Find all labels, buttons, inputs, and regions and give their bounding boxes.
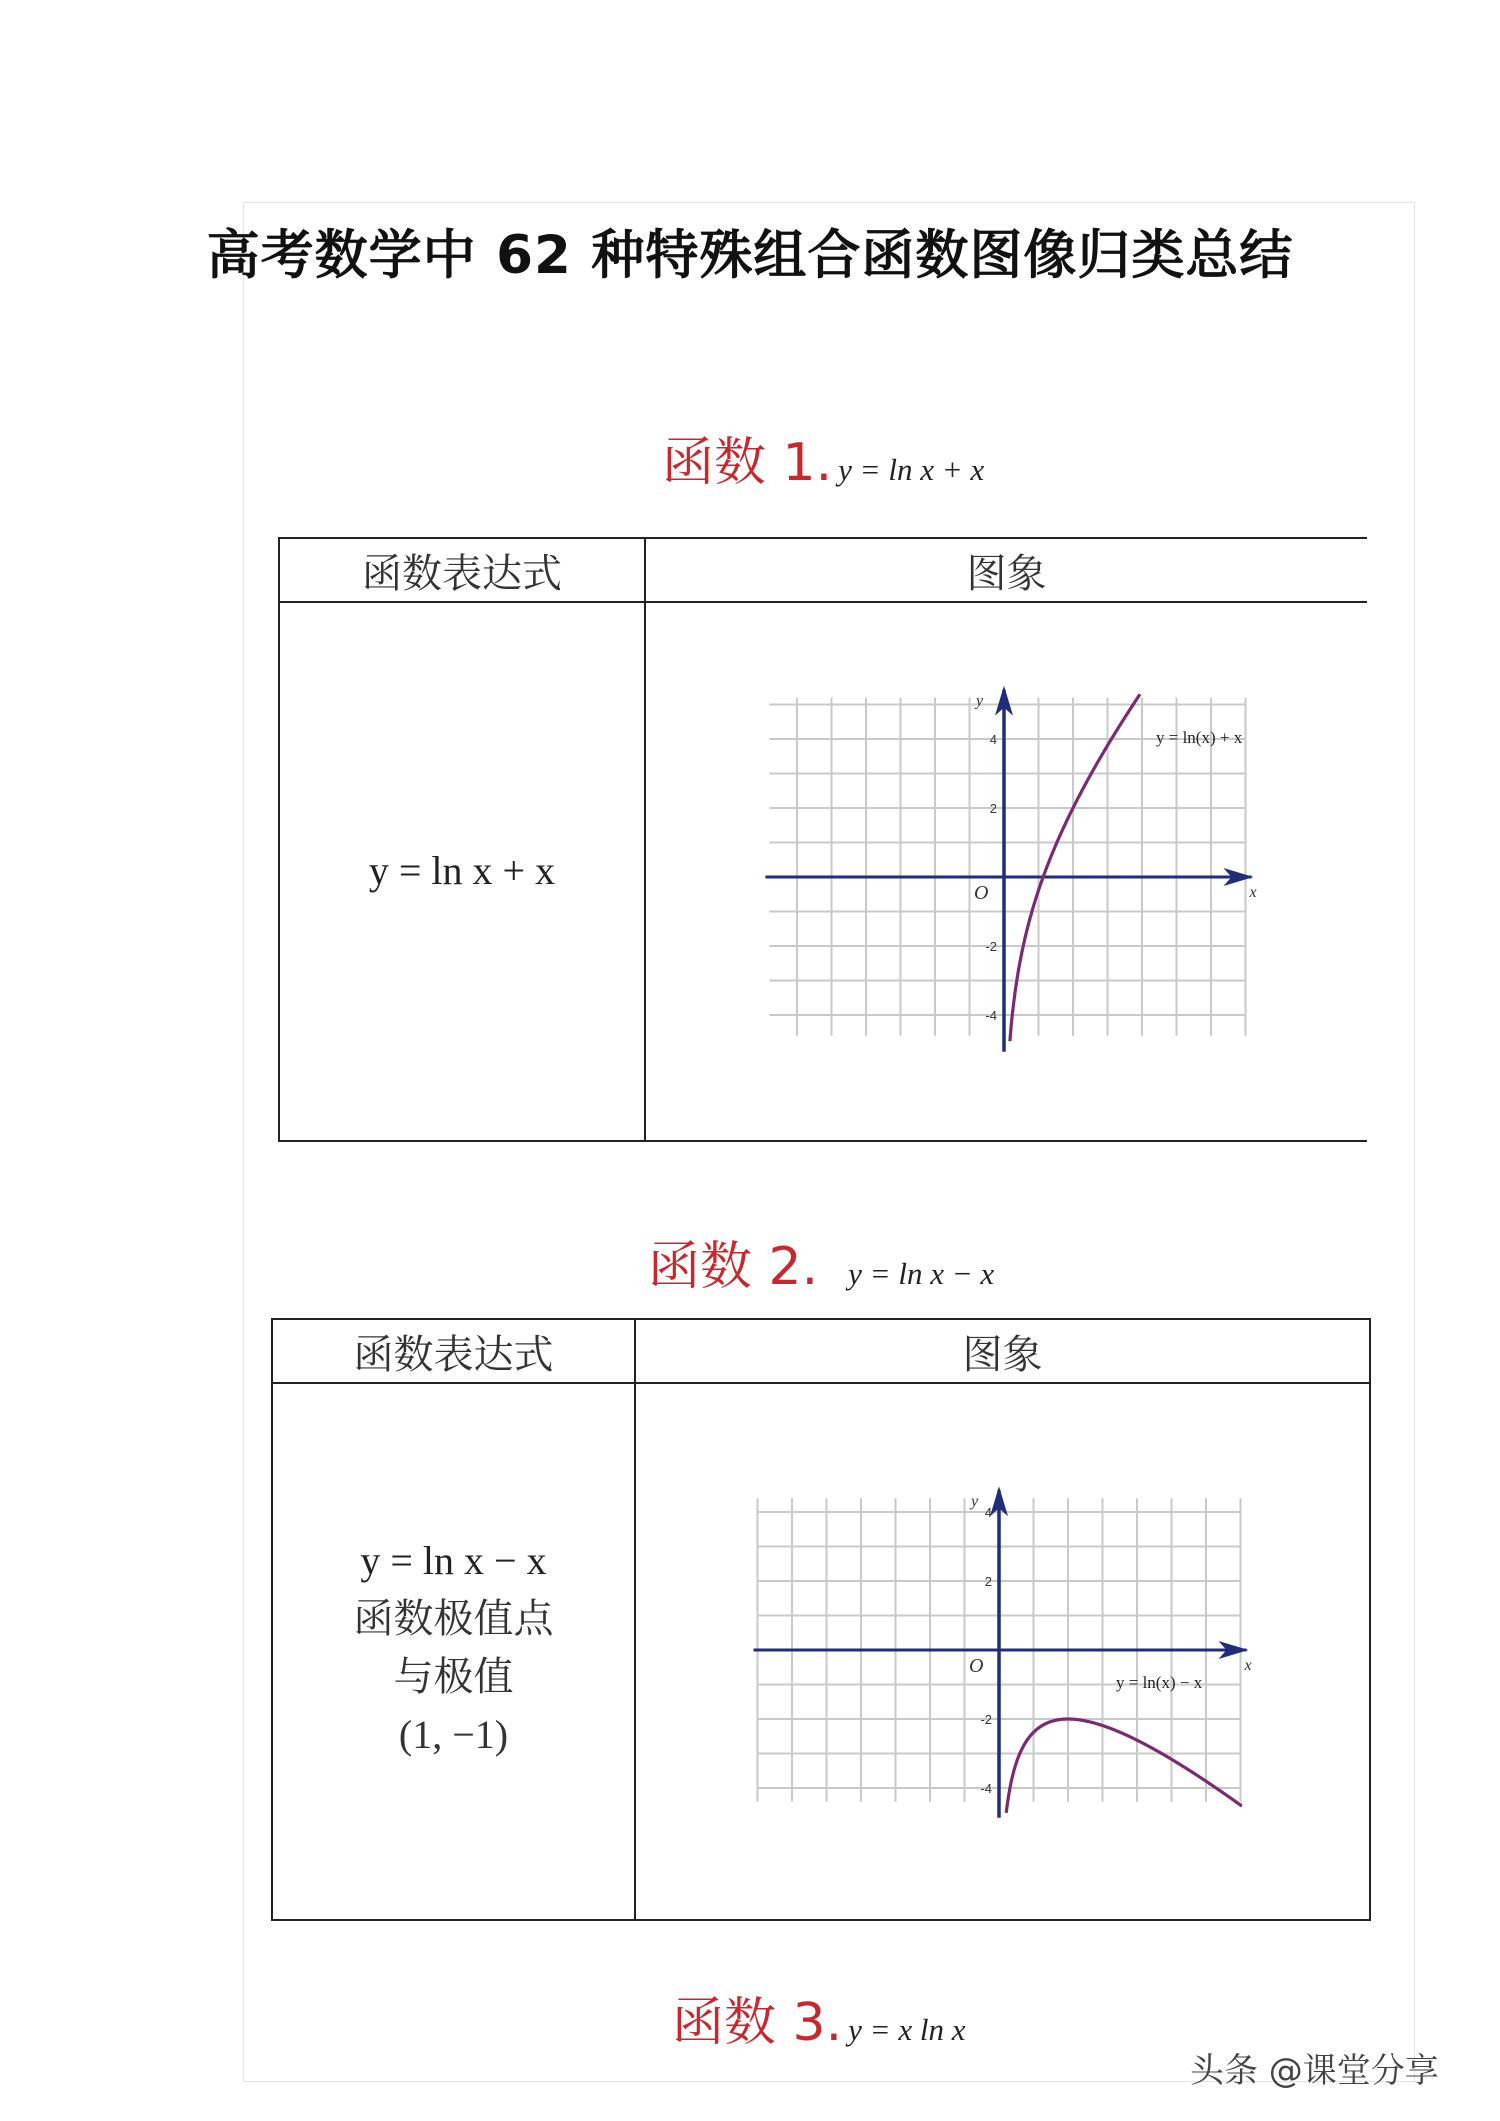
function-1-formula: y = ln x + x [838, 452, 985, 487]
y-tick-label: 2 [984, 1574, 992, 1589]
function-2-note-1: 函数极值点 [353, 1596, 554, 1642]
y-tick-label: 4 [989, 732, 997, 747]
function-1-expression: y = ln x + x [368, 848, 556, 893]
y-axis-label: y [976, 692, 984, 710]
curve-label: y = ln(x) − x [1116, 1673, 1203, 1692]
y-tick-label: -4 [980, 1781, 992, 1796]
function-1-label: 函数 1. [662, 433, 833, 493]
y-axis-label: y [971, 1493, 979, 1511]
function-2-note-3: (1, −1) [398, 1712, 509, 1757]
y-tick-label: -2 [980, 1712, 992, 1727]
expression-cell [280, 601, 646, 1140]
y-tick-label: 4 [984, 1505, 992, 1520]
graph-cell [636, 1382, 1369, 1919]
function-3-heading [672, 1980, 965, 2055]
table-header-row [280, 539, 1367, 603]
function-2-label: 函数 2. [648, 1237, 819, 1297]
document-title: 高考数学中 62 种特殊组合函数图像归类总结 [206, 225, 1294, 286]
origin-label: O [974, 882, 989, 904]
header-graph: 图象 [962, 1331, 1043, 1378]
watermark: 头条 @课堂分享 [1190, 2051, 1439, 2091]
function-2-note-2: 与极值 [393, 1654, 514, 1700]
function-1-heading [662, 420, 984, 495]
function-3-label: 函数 3. [672, 1993, 843, 2053]
function-3-formula: y = x ln x [848, 2012, 966, 2047]
function-2-formula: y = ln x − x [848, 1256, 995, 1291]
graph-cell [646, 601, 1367, 1140]
origin-label: O [969, 1655, 984, 1677]
grid [769, 698, 1245, 1036]
curve-label: y = ln(x) + x [1156, 728, 1243, 747]
function-2-heading [648, 1224, 994, 1299]
function-2-expression: y = ln x − x [360, 1538, 547, 1583]
function-2-table [271, 1318, 1371, 1921]
y-tick-label: 2 [989, 801, 997, 816]
header-graph: 图象 [966, 550, 1047, 597]
x-axis-label: x [1249, 884, 1257, 901]
function-2-graph [636, 1382, 1369, 1919]
y-tick-label: -4 [985, 1008, 997, 1023]
x-axis-label: x [1244, 1657, 1252, 1674]
header-expression: 函数表达式 [280, 539, 646, 601]
header-expression: 函数表达式 [273, 1320, 636, 1382]
y-tick-label: -2 [985, 939, 997, 954]
function-curve [1010, 694, 1140, 1041]
function-1-graph [646, 601, 1365, 1140]
function-1-table [278, 537, 1367, 1142]
expression-cell [273, 1382, 636, 1919]
table-header-row [273, 1320, 1369, 1384]
